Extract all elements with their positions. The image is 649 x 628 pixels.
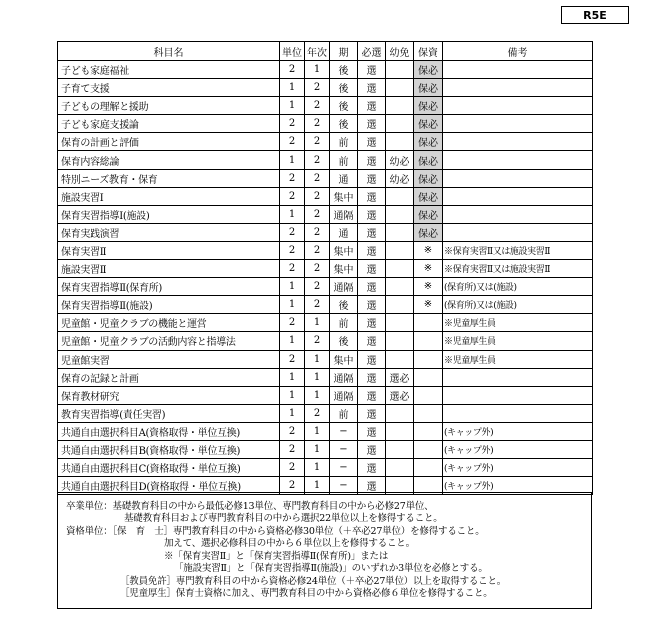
year-cell: 1 bbox=[305, 459, 330, 477]
required-elective-cell: 選 bbox=[358, 332, 386, 350]
note-line: ※「保育実習Ⅱ」と「保育実習指導Ⅱ(保育所)」または bbox=[164, 551, 389, 562]
required-elective-cell: 選 bbox=[358, 422, 386, 440]
term-cell: − bbox=[330, 422, 358, 440]
required-elective-cell: 選 bbox=[358, 350, 386, 368]
remarks-cell bbox=[443, 97, 593, 115]
nursery-qualification-cell: 保必 bbox=[414, 79, 443, 97]
term-cell: 後 bbox=[330, 332, 358, 350]
note-line: ［教員免許］専門教育科目の中から資格必修24単位（＋卒必27単位）以上を取得すること。 bbox=[120, 576, 507, 587]
remarks-cell: (キャップ外) bbox=[443, 422, 593, 440]
year-cell: 1 bbox=[305, 350, 330, 368]
units-cell: 2 bbox=[280, 477, 305, 495]
table-row bbox=[58, 223, 593, 241]
term-cell: − bbox=[330, 477, 358, 495]
course-name-cell: 保育内容総論 bbox=[58, 151, 280, 169]
term-cell: 通 bbox=[330, 169, 358, 187]
remarks-cell: ※児童厚生員 bbox=[443, 332, 593, 350]
term-cell: 通隔 bbox=[330, 278, 358, 296]
note-line: ［児童厚生］保育士資格に加え、専門教育科目の中から資格必修６単位を修得すること。 bbox=[120, 588, 493, 599]
year-cell: 2 bbox=[305, 404, 330, 422]
year-cell: 2 bbox=[305, 151, 330, 169]
kindergarten-license-cell bbox=[386, 241, 414, 259]
nursery-qualification-cell: 保必 bbox=[414, 133, 443, 151]
term-cell: 集中 bbox=[330, 350, 358, 368]
table-row bbox=[58, 314, 593, 332]
term-cell: 後 bbox=[330, 115, 358, 133]
required-elective-cell: 選 bbox=[358, 260, 386, 278]
units-cell: 1 bbox=[280, 151, 305, 169]
nursery-qualification-cell bbox=[414, 404, 443, 422]
required-elective-cell: 選 bbox=[358, 386, 386, 404]
table-row bbox=[58, 151, 593, 169]
nursery-qualification-cell bbox=[414, 314, 443, 332]
nursery-qualification-cell: ※ bbox=[414, 278, 443, 296]
units-cell: 2 bbox=[280, 223, 305, 241]
course-name-cell: 児童館実習 bbox=[58, 350, 280, 368]
course-name-cell: 共通自由選択科目A(資格取得・単位互換) bbox=[58, 422, 280, 440]
term-cell: 通隔 bbox=[330, 368, 358, 386]
required-elective-cell: 選 bbox=[358, 314, 386, 332]
table-row bbox=[58, 386, 593, 404]
col-header-remarks: 備考 bbox=[443, 42, 593, 61]
remarks-cell: (キャップ外) bbox=[443, 440, 593, 458]
note-line: 資格単位：［保 育 士］専門教育科目の中から資格必修30単位（＋卒必27単位）を修得すること。 bbox=[66, 526, 485, 537]
term-cell: 後 bbox=[330, 79, 358, 97]
year-cell: 2 bbox=[305, 79, 330, 97]
term-cell: 集中 bbox=[330, 260, 358, 278]
units-cell: 2 bbox=[280, 260, 305, 278]
required-elective-cell: 選 bbox=[358, 223, 386, 241]
units-cell: 2 bbox=[280, 169, 305, 187]
units-cell: 1 bbox=[280, 205, 305, 223]
units-cell: 2 bbox=[280, 459, 305, 477]
kindergarten-license-cell bbox=[386, 133, 414, 151]
units-cell: 2 bbox=[280, 422, 305, 440]
year-cell: 1 bbox=[305, 440, 330, 458]
term-cell: 後 bbox=[330, 61, 358, 79]
term-cell: 後 bbox=[330, 296, 358, 314]
kindergarten-license-cell bbox=[386, 404, 414, 422]
required-elective-cell: 選 bbox=[358, 459, 386, 477]
note-line: 基礎教育科目および専門教育科目の中から選択22単位以上を修得すること。 bbox=[124, 513, 443, 524]
units-cell: 1 bbox=[280, 278, 305, 296]
table-row bbox=[58, 440, 593, 458]
remarks-cell bbox=[443, 386, 593, 404]
kindergarten-license-cell bbox=[386, 187, 414, 205]
nursery-qualification-cell: 保必 bbox=[414, 61, 443, 79]
remarks-cell bbox=[443, 79, 593, 97]
table-row bbox=[58, 241, 593, 259]
required-elective-cell: 選 bbox=[358, 151, 386, 169]
remarks-cell: (保育所)又は(施設) bbox=[443, 278, 593, 296]
table-row bbox=[58, 61, 593, 79]
required-elective-cell: 選 bbox=[358, 133, 386, 151]
units-cell: 2 bbox=[280, 440, 305, 458]
nursery-qualification-cell bbox=[414, 350, 443, 368]
table-row bbox=[58, 260, 593, 278]
remarks-cell bbox=[443, 151, 593, 169]
term-cell: 前 bbox=[330, 314, 358, 332]
year-cell: 2 bbox=[305, 133, 330, 151]
remarks-cell: (保育所)又は(施設) bbox=[443, 296, 593, 314]
course-name-cell: 共通自由選択科目C(資格取得・単位互換) bbox=[58, 459, 280, 477]
units-cell: 1 bbox=[280, 404, 305, 422]
required-elective-cell: 選 bbox=[358, 368, 386, 386]
year-cell: 1 bbox=[305, 61, 330, 79]
required-elective-cell: 選 bbox=[358, 440, 386, 458]
remarks-cell: ※児童厚生員 bbox=[443, 314, 593, 332]
nursery-qualification-cell bbox=[414, 459, 443, 477]
remarks-cell bbox=[443, 205, 593, 223]
remarks-cell bbox=[443, 223, 593, 241]
required-elective-cell: 選 bbox=[358, 97, 386, 115]
col-header-year: 年次 bbox=[305, 42, 330, 61]
term-cell: − bbox=[330, 459, 358, 477]
nursery-qualification-cell: 保必 bbox=[414, 115, 443, 133]
col-header-required-elective: 必選 bbox=[358, 42, 386, 61]
units-cell: 1 bbox=[280, 386, 305, 404]
kindergarten-license-cell bbox=[386, 422, 414, 440]
units-cell: 2 bbox=[280, 115, 305, 133]
year-cell: 2 bbox=[305, 223, 330, 241]
kindergarten-license-cell bbox=[386, 97, 414, 115]
year-cell: 1 bbox=[305, 368, 330, 386]
table-row bbox=[58, 187, 593, 205]
remarks-cell bbox=[443, 115, 593, 133]
nursery-qualification-cell: 保必 bbox=[414, 223, 443, 241]
nursery-qualification-cell bbox=[414, 422, 443, 440]
course-name-cell: 保育の計画と評価 bbox=[58, 133, 280, 151]
course-name-cell: 教育実習指導(責任実習) bbox=[58, 404, 280, 422]
course-table bbox=[57, 41, 593, 495]
nursery-qualification-cell bbox=[414, 440, 443, 458]
course-name-cell: 子どもの理解と援助 bbox=[58, 97, 280, 115]
course-name-cell: 保育実習指導Ⅰ(施設) bbox=[58, 205, 280, 223]
course-name-cell: 保育教材研究 bbox=[58, 386, 280, 404]
kindergarten-license-cell bbox=[386, 223, 414, 241]
units-cell: 1 bbox=[280, 97, 305, 115]
kindergarten-license-cell bbox=[386, 115, 414, 133]
kindergarten-license-cell bbox=[386, 296, 414, 314]
note-line: 「施設実習Ⅱ」と「保育実習指導Ⅱ(施設)」のいずれか3単位を必修とする。 bbox=[174, 563, 488, 574]
table-row bbox=[58, 296, 593, 314]
nursery-qualification-cell: 保必 bbox=[414, 205, 443, 223]
nursery-qualification-cell: ※ bbox=[414, 241, 443, 259]
kindergarten-license-cell bbox=[386, 61, 414, 79]
table-row bbox=[58, 459, 593, 477]
units-cell: 2 bbox=[280, 314, 305, 332]
nursery-qualification-cell bbox=[414, 332, 443, 350]
kindergarten-license-cell bbox=[386, 205, 414, 223]
year-cell: 1 bbox=[305, 422, 330, 440]
requirements-notes bbox=[57, 492, 592, 609]
table-row bbox=[58, 332, 593, 350]
kindergarten-license-cell bbox=[386, 260, 414, 278]
table-row bbox=[58, 368, 593, 386]
col-header-units: 単位 bbox=[280, 42, 305, 61]
col-header-kindergarten-license: 幼免 bbox=[386, 42, 414, 61]
term-cell: 通隔 bbox=[330, 205, 358, 223]
term-cell: − bbox=[330, 440, 358, 458]
units-cell: 2 bbox=[280, 133, 305, 151]
kindergarten-license-cell bbox=[386, 440, 414, 458]
year-cell: 2 bbox=[305, 169, 330, 187]
course-name-cell: 保育実践演習 bbox=[58, 223, 280, 241]
required-elective-cell: 選 bbox=[358, 404, 386, 422]
remarks-cell bbox=[443, 404, 593, 422]
remarks-cell: ※保育実習Ⅱ又は施設実習Ⅱ bbox=[443, 260, 593, 278]
kindergarten-license-cell bbox=[386, 278, 414, 296]
remarks-cell: (キャップ外) bbox=[443, 459, 593, 477]
year-cell: 2 bbox=[305, 97, 330, 115]
course-name-cell: 施設実習Ⅱ bbox=[58, 260, 280, 278]
table-row bbox=[58, 205, 593, 223]
col-header-course-name: 科目名 bbox=[58, 42, 280, 61]
kindergarten-license-cell: 選必 bbox=[386, 368, 414, 386]
units-cell: 2 bbox=[280, 350, 305, 368]
required-elective-cell: 選 bbox=[358, 187, 386, 205]
table-row bbox=[58, 79, 593, 97]
term-cell: 通 bbox=[330, 223, 358, 241]
year-cell: 2 bbox=[305, 241, 330, 259]
kindergarten-license-cell bbox=[386, 314, 414, 332]
remarks-cell: ※児童厚生員 bbox=[443, 350, 593, 368]
required-elective-cell: 選 bbox=[358, 477, 386, 495]
year-cell: 2 bbox=[305, 278, 330, 296]
course-table-body bbox=[58, 61, 593, 495]
kindergarten-license-cell: 選必 bbox=[386, 386, 414, 404]
required-elective-cell: 選 bbox=[358, 296, 386, 314]
course-name-cell: 共通自由選択科目B(資格取得・単位互換) bbox=[58, 440, 280, 458]
course-name-cell: 子ども家庭福祉 bbox=[58, 61, 280, 79]
kindergarten-license-cell: 幼必 bbox=[386, 169, 414, 187]
required-elective-cell: 選 bbox=[358, 205, 386, 223]
year-cell: 2 bbox=[305, 115, 330, 133]
remarks-cell bbox=[443, 61, 593, 79]
course-name-cell: 子ども家庭支援論 bbox=[58, 115, 280, 133]
course-name-cell: 保育の記録と計画 bbox=[58, 368, 280, 386]
required-elective-cell: 選 bbox=[358, 169, 386, 187]
remarks-cell bbox=[443, 368, 593, 386]
course-name-cell: 保育実習指導Ⅱ(保育所) bbox=[58, 278, 280, 296]
nursery-qualification-cell: 保必 bbox=[414, 97, 443, 115]
year-cell: 2 bbox=[305, 205, 330, 223]
col-header-nursery-qualification: 保資 bbox=[414, 42, 443, 61]
remarks-cell: (キャップ外) bbox=[443, 477, 593, 495]
year-cell: 2 bbox=[305, 187, 330, 205]
course-name-cell: 児童館・児童クラブの活動内容と指導法 bbox=[58, 332, 280, 350]
course-name-cell: 子育て支援 bbox=[58, 79, 280, 97]
required-elective-cell: 選 bbox=[358, 241, 386, 259]
units-cell: 1 bbox=[280, 296, 305, 314]
term-cell: 集中 bbox=[330, 241, 358, 259]
remarks-cell bbox=[443, 169, 593, 187]
units-cell: 1 bbox=[280, 368, 305, 386]
col-header-term: 期 bbox=[330, 42, 358, 61]
course-name-cell: 特別ニーズ教育・保育 bbox=[58, 169, 280, 187]
course-name-cell: 共通自由選択科目D(資格取得・単位互換) bbox=[58, 477, 280, 495]
nursery-qualification-cell: ※ bbox=[414, 296, 443, 314]
table-row bbox=[58, 97, 593, 115]
note-line: 加えて、選択必修科目の中から６単位以上を修得すること。 bbox=[164, 538, 415, 549]
remarks-cell bbox=[443, 133, 593, 151]
note-line: 卒業単位：基礎教育科目の中から最低必修13単位、専門教育科目の中から必修27単位、 bbox=[66, 501, 434, 512]
course-name-cell: 施設実習Ⅰ bbox=[58, 187, 280, 205]
units-cell: 2 bbox=[280, 187, 305, 205]
required-elective-cell: 選 bbox=[358, 115, 386, 133]
required-elective-cell: 選 bbox=[358, 61, 386, 79]
course-name-cell: 保育実習Ⅱ bbox=[58, 241, 280, 259]
required-elective-cell: 選 bbox=[358, 79, 386, 97]
year-cell: 1 bbox=[305, 477, 330, 495]
units-cell: 1 bbox=[280, 332, 305, 350]
term-cell: 集中 bbox=[330, 187, 358, 205]
term-cell: 後 bbox=[330, 97, 358, 115]
term-cell: 前 bbox=[330, 133, 358, 151]
course-name-cell: 児童館・児童クラブの機能と運営 bbox=[58, 314, 280, 332]
nursery-qualification-cell bbox=[414, 368, 443, 386]
year-cell: 2 bbox=[305, 332, 330, 350]
nursery-qualification-cell: 保必 bbox=[414, 187, 443, 205]
table-row bbox=[58, 350, 593, 368]
required-elective-cell: 選 bbox=[358, 278, 386, 296]
kindergarten-license-cell: 幼必 bbox=[386, 151, 414, 169]
kindergarten-license-cell bbox=[386, 459, 414, 477]
nursery-qualification-cell bbox=[414, 386, 443, 404]
year-cell: 2 bbox=[305, 260, 330, 278]
term-cell: 前 bbox=[330, 151, 358, 169]
units-cell: 1 bbox=[280, 79, 305, 97]
units-cell: 2 bbox=[280, 61, 305, 79]
kindergarten-license-cell bbox=[386, 332, 414, 350]
version-badge: R5E bbox=[561, 6, 629, 24]
table-row bbox=[58, 404, 593, 422]
term-cell: 前 bbox=[330, 404, 358, 422]
table-row bbox=[58, 278, 593, 296]
nursery-qualification-cell: 保必 bbox=[414, 151, 443, 169]
remarks-cell: ※保育実習Ⅱ又は施設実習Ⅱ bbox=[443, 241, 593, 259]
course-name-cell: 保育実習指導Ⅱ(施設) bbox=[58, 296, 280, 314]
term-cell: 通隔 bbox=[330, 386, 358, 404]
nursery-qualification-cell: ※ bbox=[414, 260, 443, 278]
table-row bbox=[58, 115, 593, 133]
year-cell: 2 bbox=[305, 296, 330, 314]
units-cell: 2 bbox=[280, 241, 305, 259]
table-row bbox=[58, 422, 593, 440]
year-cell: 1 bbox=[305, 314, 330, 332]
kindergarten-license-cell bbox=[386, 79, 414, 97]
table-header-row bbox=[58, 42, 593, 61]
remarks-cell bbox=[443, 187, 593, 205]
year-cell: 1 bbox=[305, 386, 330, 404]
table-row bbox=[58, 133, 593, 151]
table-row bbox=[58, 169, 593, 187]
nursery-qualification-cell: 保必 bbox=[414, 169, 443, 187]
kindergarten-license-cell bbox=[386, 350, 414, 368]
